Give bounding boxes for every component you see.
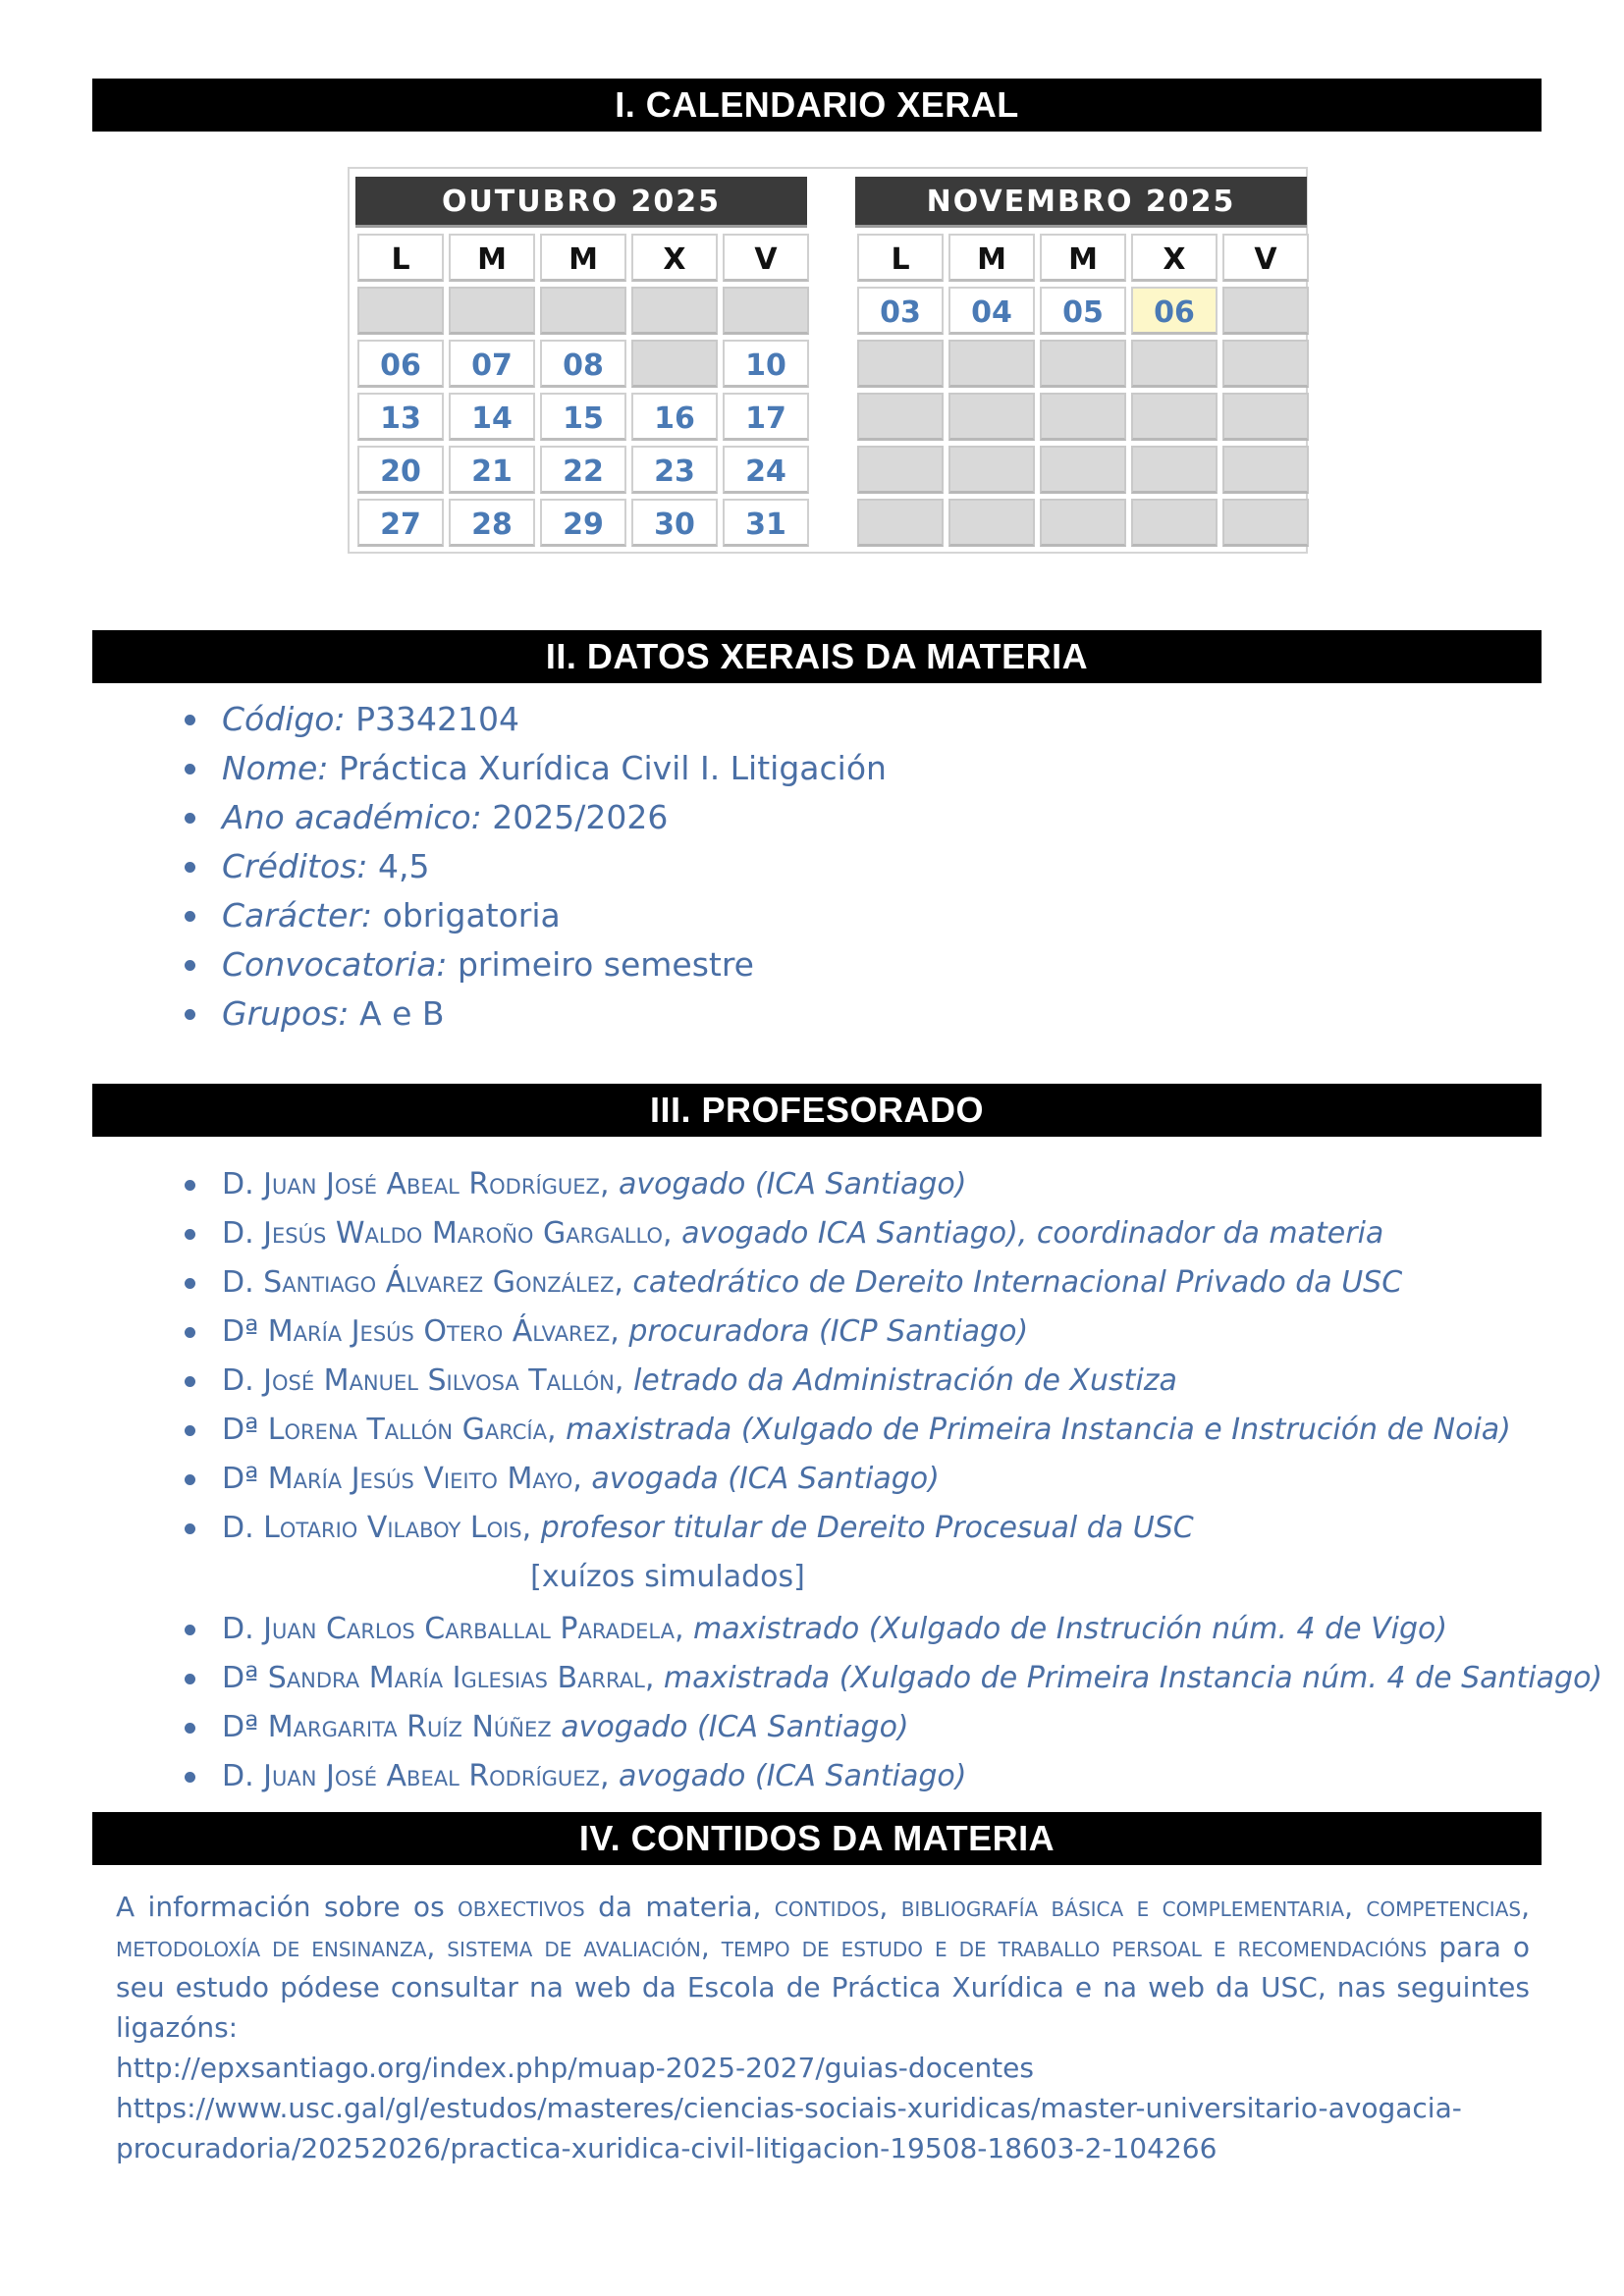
calendar-empty-cell (948, 446, 1035, 494)
calendar-month-title: OUTUBRO 2025 (355, 177, 807, 228)
weekday-header: V (723, 234, 809, 282)
usc-link[interactable]: https://www.usc.gal/gl/estudos/masteres/ciencias-sociais-xuridicas/master-universitario-avogacia-procuradoria/20252026/practica-xuridica-civil-litigacion-19508-18603-2-104266 (116, 2092, 1462, 2164)
calendar-day: 05 (1040, 287, 1126, 335)
weekday-header: V (1222, 234, 1309, 282)
calendar-day: 03 (857, 287, 944, 335)
calendar-day: 07 (449, 340, 535, 388)
calendar-empty-cell (1222, 393, 1309, 441)
weekday-header: X (1131, 234, 1218, 282)
trials-label: [xuízos simulados] (530, 1560, 805, 1594)
calendar-day: 27 (357, 499, 444, 547)
teacher-item: Dª Sandra María Iglesias Barral, maxistrada (Xulgado de Primeira Instancia núm. 4 de Santiago) (177, 1654, 1602, 1703)
calendar-grid (355, 234, 807, 547)
weekday-header: M (449, 234, 535, 282)
teacher-item: D. Jesús Waldo Maroño Gargallo, avogado ICA Santiago), coordinador da materia (177, 1209, 1511, 1258)
teacher-item: Dª María Jesús Vieito Mayo, avogada (ICA Santiago) (177, 1455, 1511, 1504)
calendar-empty-cell (1222, 446, 1309, 494)
teacher-item: D. Santiago Álvarez González, catedrático de Dereito Internacional Privado da USC (177, 1258, 1511, 1308)
section-title-calendar: I. CALENDARIO XERAL (92, 79, 1542, 132)
subject-term: Convocatoria: primeiro semestre (177, 940, 887, 989)
calendar-empty-cell (1222, 499, 1309, 547)
weekday-header: M (1040, 234, 1126, 282)
calendar-empty-cell (631, 340, 718, 388)
calendar-empty-cell (1131, 393, 1218, 441)
teacher-item: D. Juan Carlos Carballal Paradela, maxistrado (Xulgado de Instrución núm. 4 de Vigo) (177, 1605, 1602, 1654)
calendar-panel (348, 167, 1308, 554)
calendar-day: 24 (723, 446, 809, 494)
calendar-grid (855, 234, 1307, 547)
teacher-item: D. José Manuel Silvosa Tallón, letrado da Administración de Xustiza (177, 1357, 1511, 1406)
calendar-day-highlighted: 06 (1131, 287, 1218, 335)
calendar-day: 31 (723, 499, 809, 547)
calendar-empty-cell (857, 340, 944, 388)
calendar-empty-cell (1040, 393, 1126, 441)
calendar-day: 13 (357, 393, 444, 441)
weekday-header: L (857, 234, 944, 282)
teacher-item: Dª Margarita Ruíz Núñez avogado (ICA Santiago) (177, 1703, 1602, 1752)
contents-paragraph: A información sobre os obxectivos da materia, contidos, bibliografía básica e complementaria, competencias, metodoloxía de ensinanza, sistema de avaliación, tempo de estudo e de traballo persoal e recomendacións para o seu estudo pódese consultar na web da Escola de Práctica Xurídica e na web da USC, nas seguintes ligazóns: http://epxsantiago.org/index.php/muap-2025-2027/guias-docentes https://www.usc.gal/gl/estudos/masteres/ciencias-sociais-xuridicas/master-universitario-avogacia-procuradoria/20252026/practica-xuridica-civil-litigacion-19508-18603-2-104266 (116, 1887, 1530, 2168)
weekday-header: L (357, 234, 444, 282)
calendar-day: 16 (631, 393, 718, 441)
calendar-empty-cell (1040, 446, 1126, 494)
subject-type: Carácter: obrigatoria (177, 891, 887, 940)
calendar-empty-cell (948, 499, 1035, 547)
guide-link[interactable]: http://epxsantiago.org/index.php/muap-2025-2027/guias-docentes (116, 2052, 1034, 2084)
subject-code: Código: P3342104 (177, 695, 887, 744)
calendar-day: 28 (449, 499, 535, 547)
calendar-day: 30 (631, 499, 718, 547)
weekday-header: M (540, 234, 626, 282)
subject-year: Ano académico: 2025/2026 (177, 793, 887, 842)
calendar-empty-cell (1040, 499, 1126, 547)
calendar-empty-cell (1222, 287, 1309, 335)
calendar-day: 08 (540, 340, 626, 388)
weekday-header: X (631, 234, 718, 282)
calendar-empty-cell (948, 393, 1035, 441)
calendar-empty-cell (1040, 340, 1126, 388)
calendar-day: 21 (449, 446, 535, 494)
calendar-day: 04 (948, 287, 1035, 335)
calendar-empty-cell (449, 287, 535, 335)
teachers-list (177, 1160, 1511, 1602)
calendar-empty-cell (948, 340, 1035, 388)
calendar-empty-cell (857, 499, 944, 547)
subject-name: Nome: Práctica Xurídica Civil I. Litigación (177, 744, 887, 793)
calendar-month-title: NOVEMBRO 2025 (855, 177, 1307, 228)
teacher-item: D. Lotario Vilaboy Lois, profesor titular de Dereito Procesual da USC (177, 1504, 1511, 1553)
calendar-october (355, 177, 807, 547)
calendar-day: 15 (540, 393, 626, 441)
teacher-item: Dª Lorena Tallón García, maxistrada (Xulgado de Primeira Instancia e Instrución de Noia) (177, 1406, 1511, 1455)
calendar-empty-cell (1222, 340, 1309, 388)
calendar-empty-cell (723, 287, 809, 335)
calendar-day: 17 (723, 393, 809, 441)
calendar-empty-cell (1131, 446, 1218, 494)
calendar-empty-cell (1131, 499, 1218, 547)
calendar-empty-cell (357, 287, 444, 335)
calendar-day: 10 (723, 340, 809, 388)
calendar-day: 29 (540, 499, 626, 547)
teacher-item: D. Juan José Abeal Rodríguez, avogado (ICA Santiago) (177, 1160, 1511, 1209)
calendar-empty-cell (1131, 340, 1218, 388)
calendar-empty-cell (631, 287, 718, 335)
trial-teachers-list (177, 1605, 1602, 1801)
subject-groups: Grupos: A e B (177, 989, 887, 1039)
calendar-empty-cell (857, 446, 944, 494)
calendar-day: 23 (631, 446, 718, 494)
calendar-november (855, 177, 1307, 547)
teacher-item: Dª María Jesús Otero Álvarez, procuradora (ICP Santiago) (177, 1308, 1511, 1357)
section-title-subject-data: II. DATOS XERAIS DA MATERIA (92, 630, 1542, 683)
calendar-day: 14 (449, 393, 535, 441)
teacher-item: D. Juan José Abeal Rodríguez, avogado (ICA Santiago) (177, 1752, 1602, 1801)
calendar-day: 06 (357, 340, 444, 388)
calendar-empty-cell (857, 393, 944, 441)
section-title-teachers: III. PROFESORADO (92, 1084, 1542, 1137)
subject-credits: Créditos: 4,5 (177, 842, 887, 891)
section-title-contents: IV. CONTIDOS DA MATERIA (92, 1812, 1542, 1865)
weekday-header: M (948, 234, 1035, 282)
calendar-day: 22 (540, 446, 626, 494)
calendar-day: 20 (357, 446, 444, 494)
subject-data-list (177, 695, 887, 1039)
calendar-empty-cell (540, 287, 626, 335)
